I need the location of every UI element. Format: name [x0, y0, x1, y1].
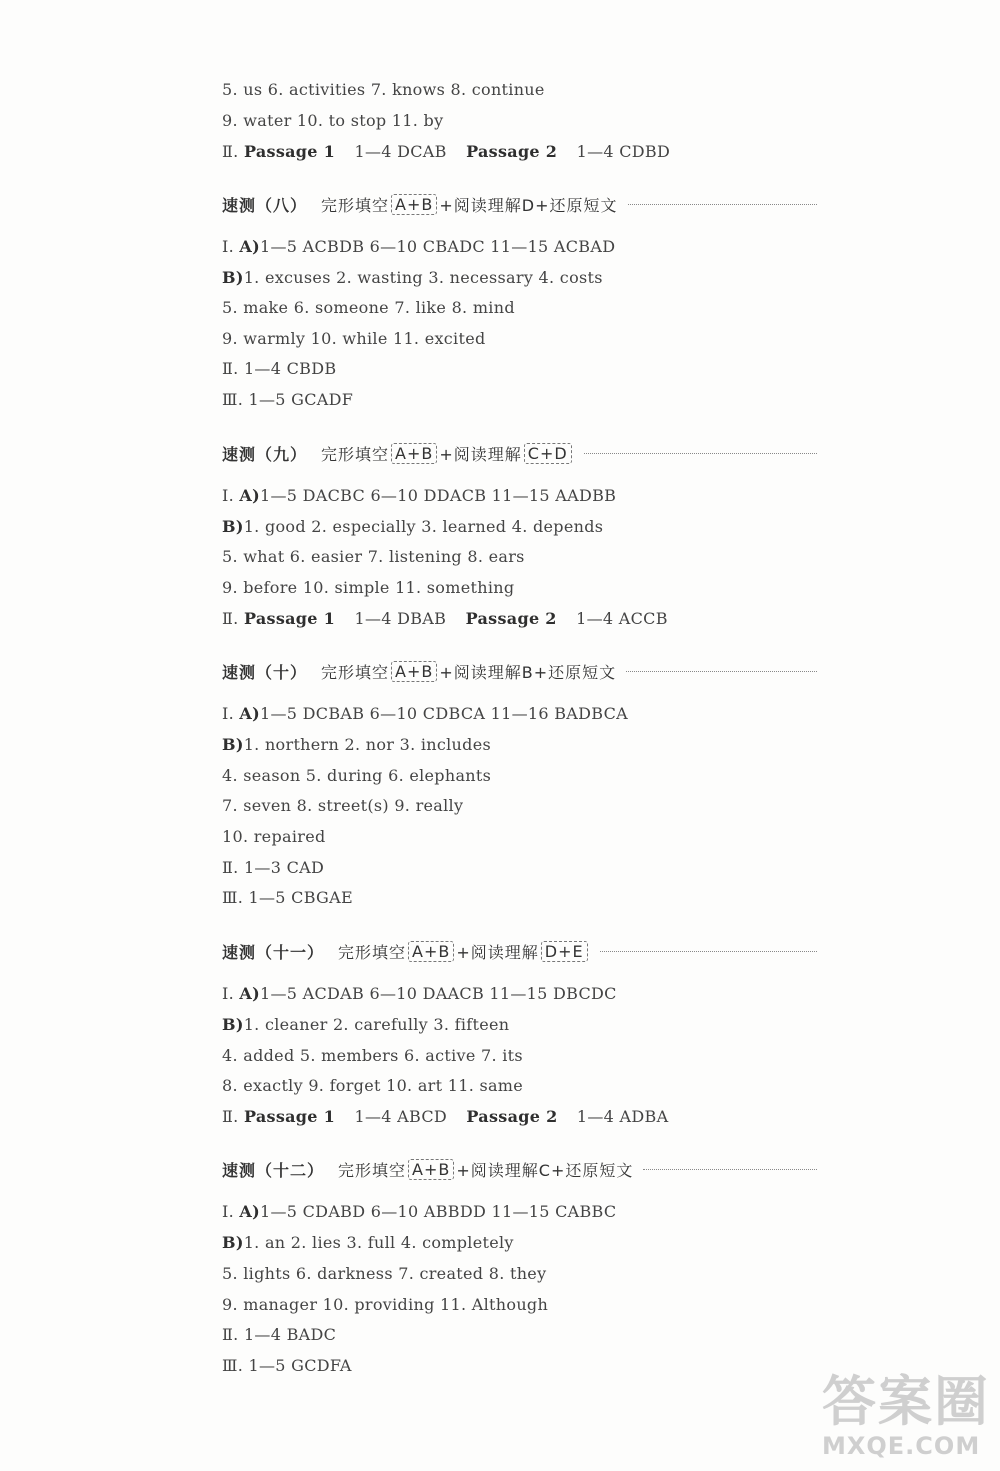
section-type: D+还原短文 [521, 195, 618, 215]
passage-result: 1—4 ADBA [576, 1107, 669, 1126]
answer-text: 1. northern 2. nor 3. includes [243, 735, 491, 754]
answer-line: 7. seven 8. street(s) 9. really [222, 796, 464, 815]
passage-label: Passage 2 [466, 142, 558, 161]
part-label: B) [222, 517, 244, 536]
section-box: C+D [524, 443, 572, 464]
answer-line [222, 237, 615, 256]
section-title: 速测（十） [222, 662, 308, 682]
part-label: B) [222, 735, 244, 754]
answer-line: 5. lights 6. darkness 7. created 8. they [222, 1264, 547, 1283]
passage-label: Passage 2 [465, 609, 557, 628]
answer-line [222, 1233, 514, 1252]
answer-line: 9. water 10. to stop 11. by [222, 111, 444, 130]
roman-numeral: Ⅱ. [222, 142, 239, 161]
dotted-rule [643, 1169, 817, 1170]
answer-line [222, 1015, 509, 1034]
section-type: 完形填空 [321, 662, 390, 682]
answer-line: 9. before 10. simple 11. something [222, 578, 515, 597]
answer-line [222, 704, 628, 723]
answer-line: Ⅲ. 1—5 GCADF [222, 390, 354, 409]
section-type: 完形填空 [338, 1160, 407, 1180]
roman-numeral: Ⅰ. [222, 704, 235, 723]
roman-numeral: Ⅰ. [222, 486, 235, 505]
section-header-12 [222, 1156, 817, 1182]
passage-answer-line [222, 1107, 668, 1126]
part-label: B) [222, 1015, 244, 1034]
answer-line: 4. season 5. during 6. elephants [222, 766, 492, 785]
dotted-rule [628, 204, 817, 205]
answer-text: 1—5 ACBDB 6—10 CBADC 11—15 ACBAD [260, 237, 616, 256]
answer-line [222, 486, 616, 505]
part-label: A) [239, 704, 260, 723]
passage-answer-line [222, 142, 670, 161]
answer-line: Ⅲ. 1—5 CBGAE [222, 888, 353, 907]
section-box: A+B [391, 661, 437, 682]
section-title: 速测（十二） [222, 1160, 325, 1180]
answer-line [222, 735, 491, 754]
section-box: D+E [541, 941, 588, 962]
roman-numeral: Ⅰ. [222, 1202, 235, 1221]
answer-line: Ⅲ. 1—5 GCDFA [222, 1356, 352, 1375]
passage-answer-line [222, 609, 668, 628]
answer-line: 10. repaired [222, 827, 326, 846]
section-type: 完形填空 [321, 444, 390, 464]
answer-text: 1—5 CDABD 6—10 ABBDD 11—15 CABBC [260, 1202, 617, 1221]
section-title: 速测（十一） [222, 942, 325, 962]
passage-result: 1—4 ABCD [354, 1107, 447, 1126]
roman-numeral: Ⅰ. [222, 984, 235, 1003]
section-type: 完形填空 [338, 942, 407, 962]
answer-text: 1. excuses 2. wasting 3. necessary 4. costs [243, 268, 603, 287]
answer-text: 1—5 DCBAB 6—10 CDBCA 11—16 BADBCA [260, 704, 629, 723]
section-type: +阅读理解 [439, 662, 522, 682]
answer-text: 1—5 ACDAB 6—10 DAACB 11—15 DBCDC [260, 984, 617, 1003]
answer-text: 1. good 2. especially 3. learned 4. depends [243, 517, 604, 536]
section-type: +阅读理解 [439, 444, 522, 464]
answer-line: Ⅱ. 1—3 CAD [222, 858, 325, 877]
roman-numeral: Ⅰ. [222, 237, 235, 256]
section-title: 速测（八） [222, 195, 308, 215]
section-box: A+B [408, 1159, 454, 1180]
passage-label: Passage 1 [243, 609, 336, 628]
section-box: A+B [391, 194, 437, 215]
passage-label: Passage 1 [243, 142, 336, 161]
answer-line: 5. us 6. activities 7. knows 8. continue [222, 80, 545, 99]
answer-line: 9. manager 10. providing 11. Although [222, 1295, 549, 1314]
answer-line [222, 984, 617, 1003]
passage-result: 1—4 DCAB [354, 142, 447, 161]
section-header-9 [222, 440, 817, 466]
part-label: B) [222, 1233, 244, 1252]
section-type: 完形填空 [321, 195, 390, 215]
watermark-text: 答案圈 [822, 1370, 990, 1433]
roman-numeral: Ⅱ. [222, 1107, 239, 1126]
answer-line: Ⅱ. 1—4 CBDB [222, 359, 337, 378]
section-type: B+还原短文 [521, 662, 617, 682]
answer-text: 1. cleaner 2. carefully 3. fifteen [243, 1015, 510, 1034]
answer-line: 4. added 5. members 6. active 7. its [222, 1046, 523, 1065]
section-header-8 [222, 191, 817, 217]
passage-label: Passage 1 [243, 1107, 336, 1126]
part-label: B) [222, 268, 244, 287]
answer-text: 1—5 DACBC 6—10 DDACB 11—15 AADBB [260, 486, 617, 505]
section-header-11 [222, 938, 817, 964]
answer-text: 1. an 2. lies 3. full 4. completely [243, 1233, 514, 1252]
watermark-logo [822, 1372, 992, 1468]
part-label: A) [239, 1202, 260, 1221]
passage-result: 1—4 ACCB [576, 609, 668, 628]
part-label: A) [239, 237, 260, 256]
answer-line [222, 1202, 616, 1221]
section-type: +阅读理解 [456, 942, 539, 962]
answer-line: Ⅱ. 1—4 BADC [222, 1325, 337, 1344]
section-title: 速测（九） [222, 444, 308, 464]
answer-line: 5. what 6. easier 7. listening 8. ears [222, 547, 525, 566]
answer-line: 5. make 6. someone 7. like 8. mind [222, 298, 515, 317]
dotted-rule [600, 951, 817, 952]
watermark-url: MXQE.COM [822, 1432, 981, 1460]
dotted-rule [626, 671, 817, 672]
answer-line: 8. exactly 9. forget 10. art 11. same [222, 1076, 524, 1095]
answer-line [222, 517, 603, 536]
section-box: A+B [391, 443, 437, 464]
passage-result: 1—4 CDBD [576, 142, 671, 161]
part-label: A) [239, 486, 260, 505]
answer-line [222, 268, 603, 287]
section-type: +阅读理解 [439, 195, 522, 215]
part-label: A) [239, 984, 260, 1003]
section-header-10 [222, 658, 817, 684]
section-type: C+还原短文 [538, 1160, 634, 1180]
roman-numeral: Ⅱ. [222, 609, 239, 628]
section-type: +阅读理解 [456, 1160, 539, 1180]
answer-line: 9. warmly 10. while 11. excited [222, 329, 486, 348]
passage-label: Passage 2 [466, 1107, 558, 1126]
dotted-rule [584, 453, 817, 454]
passage-result: 1—4 DBAB [354, 609, 447, 628]
section-box: A+B [408, 941, 454, 962]
